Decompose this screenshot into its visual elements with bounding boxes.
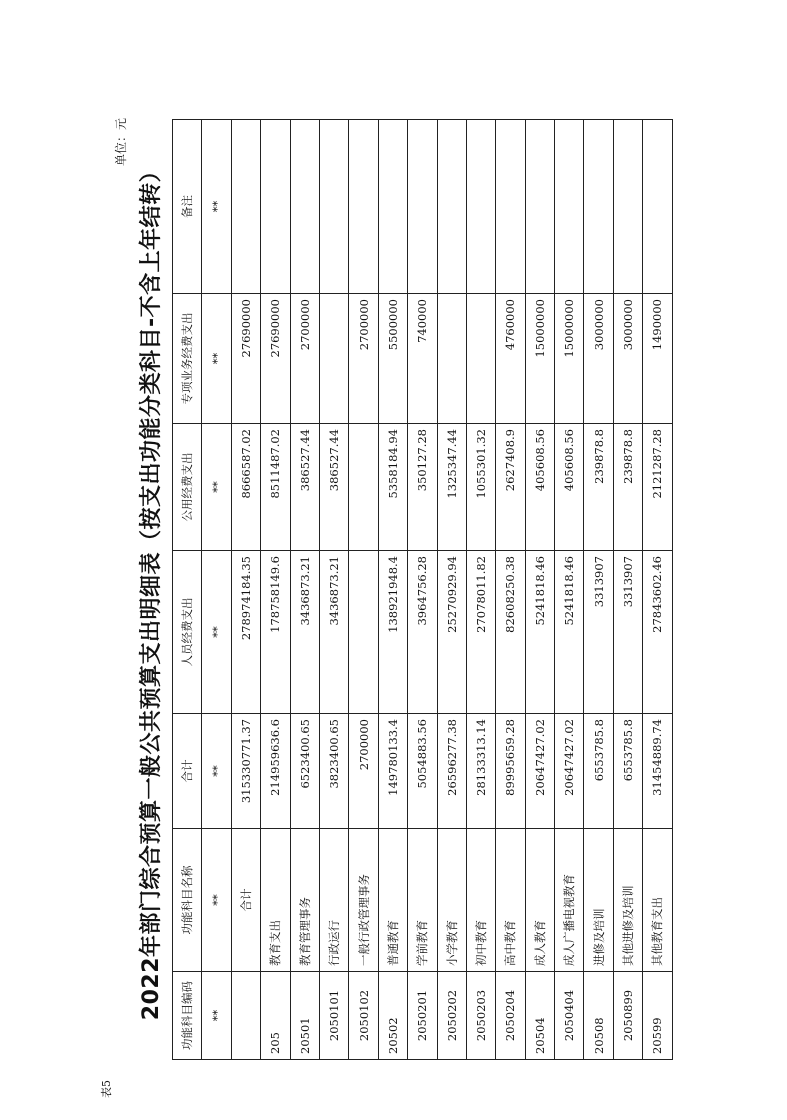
cell-total: 315330771.37	[231, 714, 260, 829]
cell-public: 350127.28	[408, 424, 437, 551]
table-row	[349, 120, 378, 1060]
header-public: 公用经费支出	[173, 424, 202, 551]
cell-public: **	[202, 424, 231, 551]
cell-name: 初中教育	[466, 829, 495, 972]
cell-note	[231, 120, 260, 294]
table-row	[319, 120, 348, 1060]
cell-special: 1490000	[643, 294, 672, 424]
cell-special: 3000000	[584, 294, 613, 424]
table-row	[202, 120, 231, 1060]
cell-total: 2700000	[349, 714, 378, 829]
cell-name: 其他教育支出	[643, 829, 672, 972]
cell-name: 进修及培训	[584, 829, 613, 972]
cell-name: **	[202, 829, 231, 972]
cell-public: 386527.44	[290, 424, 319, 551]
cell-personnel: 3436873.21	[319, 551, 348, 714]
cell-special: **	[202, 294, 231, 424]
header-name: 功能科目名称	[173, 829, 202, 972]
cell-total: 149780133.4	[378, 714, 407, 829]
cell-code: 2050204	[496, 972, 525, 1060]
cell-code: 2050203	[466, 972, 495, 1060]
table-row	[378, 120, 407, 1060]
table-row	[261, 120, 290, 1060]
cell-personnel: 178758149.6	[261, 551, 290, 714]
cell-total: **	[202, 714, 231, 829]
cell-public: 2121287.28	[643, 424, 672, 551]
cell-total: 6553785.8	[613, 714, 642, 829]
cell-code: 20508	[584, 972, 613, 1060]
table-row	[408, 120, 437, 1060]
cell-total: 26596277.38	[437, 714, 466, 829]
cell-code: **	[202, 972, 231, 1060]
table-row	[613, 120, 642, 1060]
cell-name: 一般行政管理事务	[349, 829, 378, 972]
cell-note	[378, 120, 407, 294]
cell-special: 740000	[408, 294, 437, 424]
cell-name: 合计	[231, 829, 260, 972]
cell-total: 6523400.65	[290, 714, 319, 829]
table-row	[437, 120, 466, 1060]
cell-code: 2050201	[408, 972, 437, 1060]
header-note: 备注	[173, 120, 202, 294]
cell-code: 20599	[643, 972, 672, 1060]
cell-personnel: **	[202, 551, 231, 714]
cell-personnel: 25270929.94	[437, 551, 466, 714]
cell-name: 行政运行	[319, 829, 348, 972]
cell-name: 高中教育	[496, 829, 525, 972]
cell-code: 20501	[290, 972, 319, 1060]
header-code: 功能科目编码	[173, 972, 202, 1060]
cell-special	[319, 294, 348, 424]
cell-code: 20504	[525, 972, 554, 1060]
cell-name: 小学教育	[437, 829, 466, 972]
cell-total: 20647427.02	[555, 714, 584, 829]
cell-name: 教育支出	[261, 829, 290, 972]
cell-personnel: 82608250.38	[496, 551, 525, 714]
cell-special: 5500000	[378, 294, 407, 424]
cell-note	[408, 120, 437, 294]
cell-note	[496, 120, 525, 294]
cell-total: 5054883.56	[408, 714, 437, 829]
header-total: 合计	[173, 714, 202, 829]
cell-public: 239878.8	[613, 424, 642, 551]
page-title: 2022年部门综合预算一般公共预算支出明细表（按支出功能分类科目-不含上年结转）	[139, 159, 164, 1021]
budget-table	[172, 119, 673, 1060]
cell-name: 其他进修及培训	[613, 829, 642, 972]
cell-note	[261, 120, 290, 294]
cell-total: 31454889.74	[643, 714, 672, 829]
cell-special: 4760000	[496, 294, 525, 424]
cell-special	[437, 294, 466, 424]
cell-public	[349, 424, 378, 551]
table-row	[290, 120, 319, 1060]
cell-public: 5358184.94	[378, 424, 407, 551]
cell-note	[319, 120, 348, 294]
cell-special: 2700000	[290, 294, 319, 424]
cell-name: 成人教育	[525, 829, 554, 972]
cell-code: 20502	[378, 972, 407, 1060]
cell-personnel: 3436873.21	[290, 551, 319, 714]
cell-special	[466, 294, 495, 424]
cell-public: 405608.56	[525, 424, 554, 551]
cell-special: 27690000	[261, 294, 290, 424]
cell-public: 1325347.44	[437, 424, 466, 551]
table-row	[231, 120, 260, 1060]
cell-personnel	[349, 551, 378, 714]
cell-personnel: 27078011.82	[466, 551, 495, 714]
cell-name: 成人广播电视教育	[555, 829, 584, 972]
cell-code	[231, 972, 260, 1060]
cell-note	[643, 120, 672, 294]
cell-note	[466, 120, 495, 294]
header-special: 专项业务经费支出	[173, 294, 202, 424]
cell-code: 2050102	[349, 972, 378, 1060]
form-tag: 表5	[100, 1080, 113, 1098]
cell-code: 2050404	[555, 972, 584, 1060]
cell-note	[349, 120, 378, 294]
cell-special: 15000000	[555, 294, 584, 424]
cell-special: 27690000	[231, 294, 260, 424]
cell-public: 239878.8	[584, 424, 613, 551]
rotated-sheet	[100, 118, 762, 1098]
table-row	[643, 120, 672, 1060]
cell-public: 386527.44	[319, 424, 348, 551]
cell-special: 3000000	[613, 294, 642, 424]
table-body	[202, 120, 672, 1060]
cell-note	[437, 120, 466, 294]
cell-note	[584, 120, 613, 294]
table-row	[496, 120, 525, 1060]
cell-name: 教育管理事务	[290, 829, 319, 972]
cell-personnel: 3313907	[613, 551, 642, 714]
cell-note	[525, 120, 554, 294]
cell-personnel: 3964756.28	[408, 551, 437, 714]
table-header-row	[173, 120, 202, 1060]
cell-name: 普通教育	[378, 829, 407, 972]
cell-total: 3823400.65	[319, 714, 348, 829]
table-row	[525, 120, 554, 1060]
cell-public: 8666587.02	[231, 424, 260, 551]
cell-total: 20647427.02	[525, 714, 554, 829]
cell-personnel: 138921948.4	[378, 551, 407, 714]
unit-label: 单位：元	[114, 118, 128, 167]
cell-name: 学前教育	[408, 829, 437, 972]
cell-note	[555, 120, 584, 294]
cell-public: 405608.56	[555, 424, 584, 551]
cell-total: 89995659.28	[496, 714, 525, 829]
cell-public: 2627408.9	[496, 424, 525, 551]
cell-code: 2050202	[437, 972, 466, 1060]
cell-total: 214959636.6	[261, 714, 290, 829]
cell-personnel: 3313907	[584, 551, 613, 714]
header-personnel: 人员经费支出	[173, 551, 202, 714]
cell-public: 1055301.32	[466, 424, 495, 551]
cell-total: 6553785.8	[584, 714, 613, 829]
cell-personnel: 5241818.46	[555, 551, 584, 714]
table-row	[466, 120, 495, 1060]
cell-personnel: 27843602.46	[643, 551, 672, 714]
cell-special: 15000000	[525, 294, 554, 424]
cell-total: 28133313.14	[466, 714, 495, 829]
cell-code: 2050899	[613, 972, 642, 1060]
cell-note	[290, 120, 319, 294]
cell-note	[613, 120, 642, 294]
table-row	[555, 120, 584, 1060]
cell-code: 2050101	[319, 972, 348, 1060]
cell-public: 8511487.02	[261, 424, 290, 551]
cell-code: 205	[261, 972, 290, 1060]
cell-special: 2700000	[349, 294, 378, 424]
table-row	[584, 120, 613, 1060]
cell-personnel: 5241818.46	[525, 551, 554, 714]
cell-note: **	[202, 120, 231, 294]
cell-personnel: 278974184.35	[231, 551, 260, 714]
